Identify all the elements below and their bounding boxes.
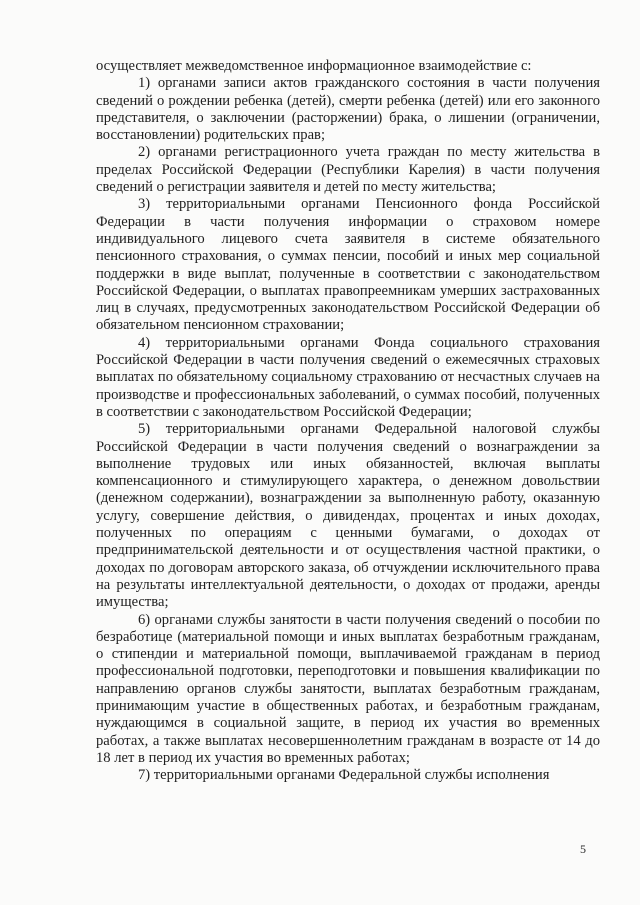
document-body (96, 58, 600, 784)
list-item-7: 7) территориальными органами Федеральной службы исполнения (138, 767, 550, 784)
list-item-6: 6) органами службы занятости в части получения сведений о пособии по безработице (материальной помощи и иных выплатах безработным гражданам, о стипендии и материальной помощи, выплачиваемой гражданам в период профессиональной подготовки, переподготовки и повышения квалификации по направлению органов службы занятости, выплатах безработным гражданам, принимающим участие в общественных работах, и безработным гражданам, нуждающимся в социальной защите, в период их участия во временных работах, а также выплатах несовершеннолетним гражданам в возрасте от 14 до 18 лет в период их участия во временных работах; (96, 611, 600, 766)
intro-paragraph: осуществляет межведомственное информационное взаимодействие с: (96, 58, 532, 74)
list-item-1: 1) органами записи актов гражданского состояния в части получения сведений о рождении ребенка (детей), смерти ребенка (детей) или его законного представителя, о заключении (расторжении) брака, о лишении (ограничении, восстановлении) родительских прав; (96, 75, 600, 144)
list-item-2: 2) органами регистрационного учета граждан по месту жительства в пределах Российской Федерации (Республики Карелия) в части получения сведений о регистрации заявителя и детей по месту жительства; (96, 144, 600, 196)
page-number: 5 (580, 842, 586, 856)
list-item-5: 5) территориальными органами Федеральной налоговой службы Российской Федерации в части получения сведений о вознаграждении за выполнение трудовых или иных обязанностей, включая выплаты компенсационного и стимулирующего характера, о денежном довольствии (денежном содержании), вознаграждении за выполненную работу, оказанную услугу, совершение действия, о дивидендах, процентах и иных доходах, полученных по операциям с ценными бумагами, о доходах от предпринимательской деятельности и от осуществления частной практики, о доходах по договорам авторского заказа, об отчуждении исключительного права на результаты интеллектуальной деятельности, о доходах от продажи, аренды имущества; (96, 421, 600, 611)
list-item-3: 3) территориальными органами Пенсионного фонда Российской Федерации в части получения информации о страховом номере индивидуального лицевого счета заявителя в системе обязательного пенсионного страхования, о суммах пенсии, пособий и иных мер социальной поддержки в виде выплат, полученные в соответствии с законодательством Российской Федерации, о выплатах правопреемникам умерших застрахованных лиц в случаях, предусмотренных законодательством Российской Федерации об обязательном пенсионном страховании; (96, 196, 600, 334)
list-item-4: 4) территориальными органами Фонда социального страхования Российской Федерации в части получения сведений о ежемесячных страховых выплатах по обязательному социальному страхованию от несчастных случаев на производстве и профессиональных заболеваний, о суммах пособий, полученных в соответствии с законодательством Российской Федерации; (96, 334, 600, 420)
